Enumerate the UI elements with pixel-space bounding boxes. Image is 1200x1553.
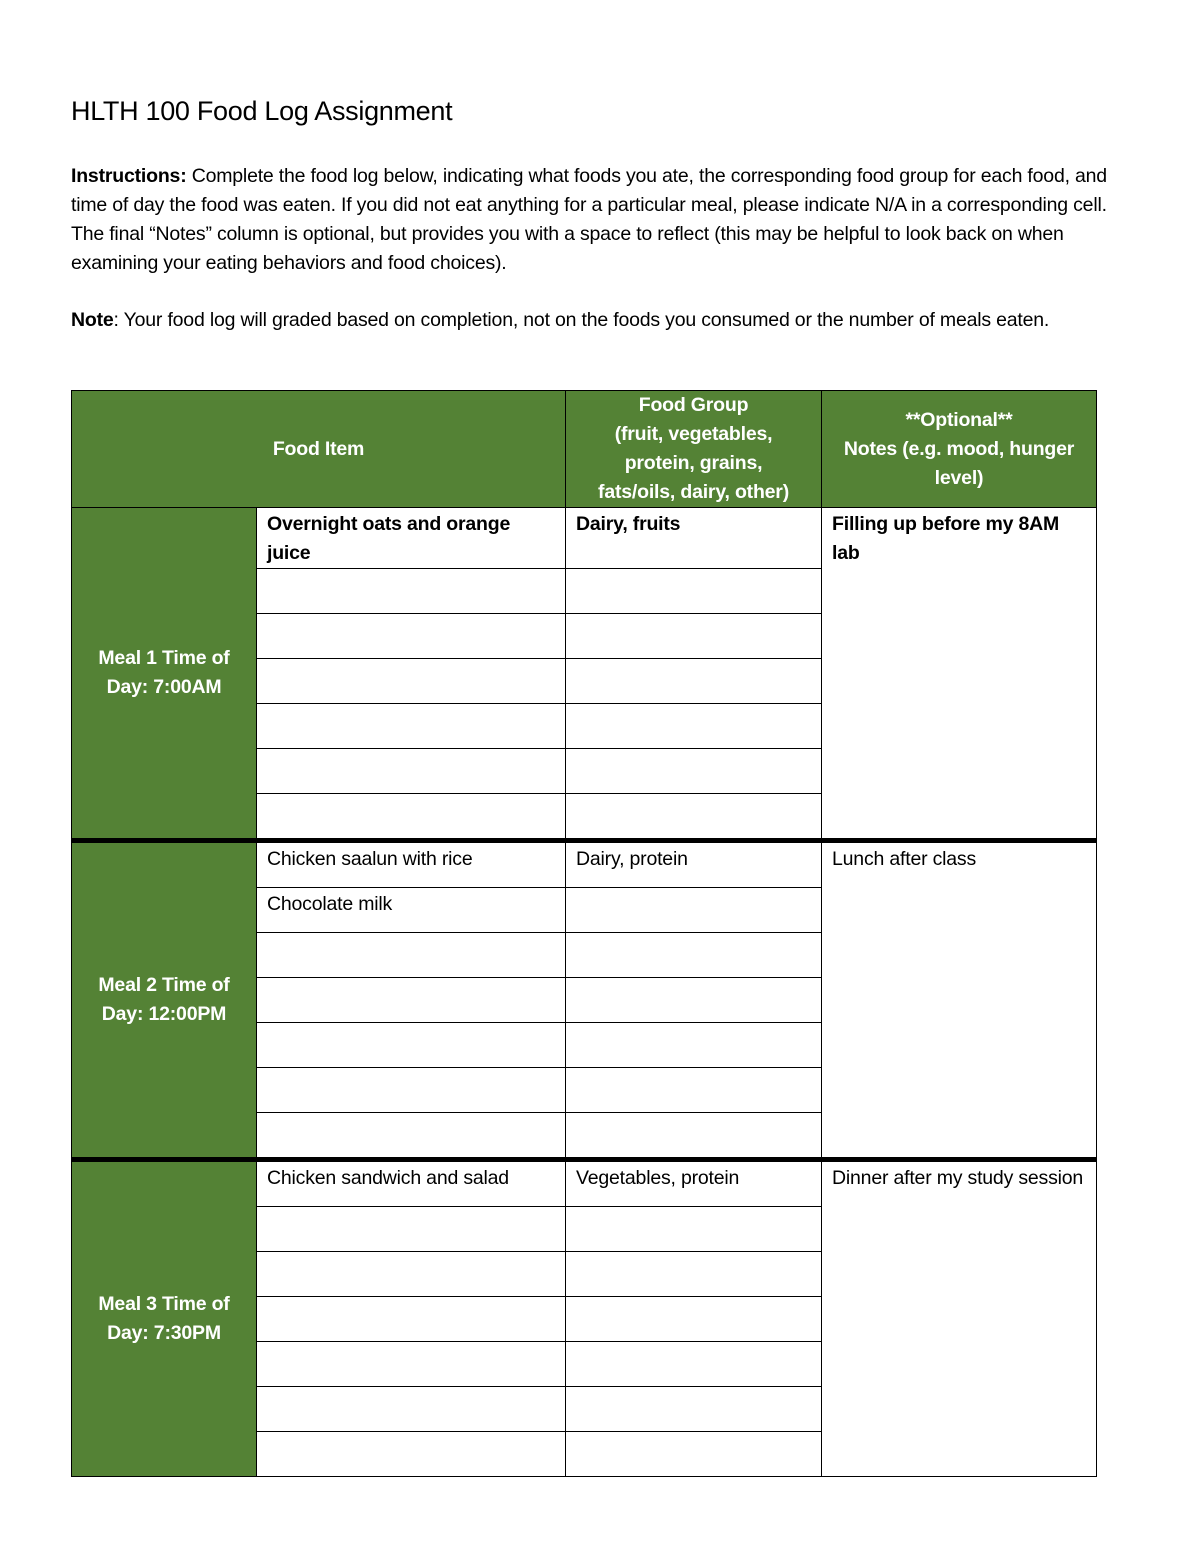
food-group-cell[interactable] <box>566 1068 822 1113</box>
food-item-cell[interactable] <box>257 704 566 749</box>
header-food-group-line-2: (fruit, vegetables, <box>614 423 773 445</box>
food-group-cell[interactable] <box>566 1432 822 1477</box>
food-item-cell[interactable] <box>257 1023 566 1068</box>
food-group-cell[interactable] <box>566 1113 822 1160</box>
table-row <box>72 841 1097 888</box>
meal-3-time-label: Meal 3 Time of Day: 7:30PM <box>72 1160 257 1477</box>
food-group-cell[interactable] <box>566 1342 822 1387</box>
food-item-cell[interactable]: Overnight oats and orange juice <box>257 508 566 569</box>
food-group-cell[interactable] <box>566 1252 822 1297</box>
food-group-cell[interactable] <box>566 933 822 978</box>
food-item-cell[interactable] <box>257 1342 566 1387</box>
header-row <box>72 391 1097 508</box>
header-notes <box>822 391 1097 508</box>
food-group-cell[interactable] <box>566 749 822 794</box>
header-notes-optional: **Optional** <box>905 408 1013 431</box>
food-item-cell[interactable]: Chicken sandwich and salad <box>257 1160 566 1207</box>
food-item-cell[interactable] <box>257 1387 566 1432</box>
header-food-group-line-3: protein, grains, <box>624 452 763 474</box>
food-group-cell[interactable] <box>566 614 822 659</box>
header-notes-label: Notes (e.g. mood, hunger level) <box>843 437 1075 489</box>
food-group-cell[interactable]: Dairy, protein <box>566 841 822 888</box>
food-item-cell[interactable] <box>257 978 566 1023</box>
food-item-cell[interactable] <box>257 569 566 614</box>
food-group-cell[interactable] <box>566 704 822 749</box>
food-item-cell[interactable] <box>257 1297 566 1342</box>
instructions-label: Instructions: <box>71 165 187 187</box>
food-group-cell[interactable] <box>566 659 822 704</box>
table-row <box>72 1160 1097 1207</box>
header-food-group-line-4: fats/oils, dairy, other) <box>598 481 789 503</box>
food-item-cell[interactable] <box>257 749 566 794</box>
food-group-cell[interactable] <box>566 1023 822 1068</box>
meal-3-notes-cell[interactable]: Dinner after my study session <box>822 1160 1097 1477</box>
food-item-cell[interactable] <box>257 1432 566 1477</box>
food-item-cell[interactable] <box>257 1068 566 1113</box>
food-group-cell[interactable] <box>566 569 822 614</box>
food-item-cell[interactable] <box>257 1252 566 1297</box>
header-food-item: Food Item <box>72 391 566 508</box>
food-group-cell[interactable] <box>566 978 822 1023</box>
food-group-cell[interactable] <box>566 794 822 841</box>
food-group-cell[interactable]: Vegetables, protein <box>566 1160 822 1207</box>
table-row <box>72 508 1097 569</box>
note-label: Note <box>71 309 114 331</box>
food-item-cell[interactable]: Chicken saalun with rice <box>257 841 566 888</box>
food-item-cell[interactable]: Chocolate milk <box>257 888 566 933</box>
food-item-cell[interactable] <box>257 1113 566 1160</box>
page-title: HLTH 100 Food Log Assignment <box>71 96 453 126</box>
header-food-group-line-1: Food Group <box>638 394 749 416</box>
meal-2-notes-cell[interactable]: Lunch after class <box>822 841 1097 1160</box>
meal-2-time-label: Meal 2 Time of Day: 12:00PM <box>72 841 257 1160</box>
note-paragraph <box>71 306 1131 335</box>
food-item-cell[interactable] <box>257 933 566 978</box>
food-item-cell[interactable] <box>257 659 566 704</box>
food-group-cell[interactable]: Dairy, fruits <box>566 508 822 569</box>
instructions-text: Complete the food log below, indicating what foods you ate, the corresponding food group for each food, and time of day the food was eaten. If you did not eat anything for a particular meal, please indicate N/A in a corresponding cell. The final “Notes” column is optional, but provides you with a space to reflect (this may be helpful to look back on when examining your eating behaviors and food choices). <box>71 165 1107 274</box>
food-item-cell[interactable] <box>257 1207 566 1252</box>
food-group-cell[interactable] <box>566 888 822 933</box>
food-item-cell[interactable] <box>257 794 566 841</box>
food-log-table <box>71 390 1097 1477</box>
food-item-cell[interactable] <box>257 614 566 659</box>
food-group-cell[interactable] <box>566 1387 822 1432</box>
food-group-cell[interactable] <box>566 1297 822 1342</box>
meal-1-notes-cell[interactable]: Filling up before my 8AM lab <box>822 508 1097 841</box>
note-text: : Your food log will graded based on completion, not on the foods you consumed or the number of meals eaten. <box>113 309 1050 331</box>
header-food-group <box>566 391 822 508</box>
meal-1-time-label: Meal 1 Time of Day: 7:00AM <box>72 508 257 841</box>
food-group-cell[interactable] <box>566 1207 822 1252</box>
instructions-paragraph <box>71 162 1131 278</box>
